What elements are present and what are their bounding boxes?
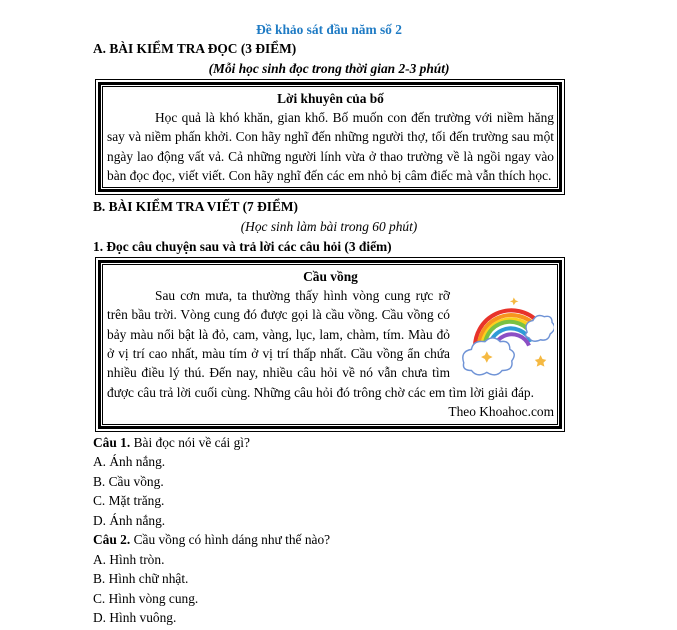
- question-1-option-d[interactable]: D. Ánh nắng.: [93, 512, 166, 528]
- reading-box-title: Lời khuyên của bố: [277, 91, 384, 106]
- section-b-note: (Học sinh làm bài trong 60 phút): [240, 219, 418, 235]
- section-a-note: (Mỗi học sinh đọc trong thời gian 2-3 phút): [208, 61, 450, 76]
- question-1-text: Bài đọc nói về cái gì?: [130, 434, 250, 450]
- question-1-option-a[interactable]: A. Ánh nắng.: [93, 454, 166, 470]
- question-1-option-c[interactable]: C. Mặt trăng.: [93, 493, 165, 509]
- question-2-option-b[interactable]: B. Hình chữ nhật.: [93, 571, 189, 587]
- question-1: [93, 433, 565, 531]
- question-2-text: Cầu vồng có hình dáng như thế nào?: [130, 532, 331, 548]
- story-box: [95, 257, 565, 432]
- story-source: Theo Khoahoc.com: [448, 403, 554, 419]
- section-a-heading: A. BÀI KIỂM TRA ĐỌC (3 ĐIỂM): [93, 41, 297, 56]
- document-title: Đề khảo sát đầu năm số 2: [256, 22, 402, 37]
- reading-box: [95, 79, 565, 195]
- question-1-prompt: [93, 433, 565, 453]
- question-2-label: Câu 2.: [93, 532, 131, 548]
- document-page: [93, 20, 565, 628]
- question-2: [93, 530, 565, 628]
- question-2-option-c[interactable]: C. Hình vòng cung.: [93, 590, 199, 606]
- question-2-option-d[interactable]: D. Hình vuông.: [93, 610, 177, 626]
- story-body: Sau cơn mưa, ta thường thấy hình vòng cung rực rỡ trên bầu trời. Vòng cung đó được gọi là cầu vồng. Cầu vồng có bảy màu nổi bật là đỏ, cam, vàng, lục, lam, chàm, tím. Màu đỏ ở vị trí cao nhất, màu tím ở vị trí thấp nhất. Cầu vồng ẩn chứa nhiều điều lý thú. Đến nay, nhiều câu hỏi về nó vẫn chưa tìm được câu trả lời cuối cùng. Những câu hỏi đó trông chờ các em tìm lời giải đáp.: [107, 288, 534, 400]
- question-2-prompt: [93, 530, 565, 550]
- question-1-option-b[interactable]: B. Cầu vồng.: [93, 473, 164, 489]
- reading-box-text: [107, 108, 554, 185]
- story-title: Cầu vồng: [303, 269, 358, 285]
- question-1-label: Câu 1.: [93, 434, 131, 450]
- rainbow-cloud-icon: [458, 286, 554, 382]
- question-2-option-a[interactable]: A. Hình tròn.: [93, 551, 165, 567]
- reading-box-body: Học quả là khó khăn, gian khổ. Bố muốn con đến trường với niềm hăng say và niềm phấn khởi. Con hãy nghĩ đến những người thợ, tối đến trường sau một ngày lao động vất vả. Cả những người lính vừa ở thao trường về là ngồi ngay vào bàn đọc đọc, viết viết. Con hãy nghĩ đến các em nhỏ bị câm điếc mà vẫn thích học.: [107, 110, 554, 183]
- task-heading: 1. Đọc câu chuyện sau và trả lời các câu hỏi (3 điểm): [93, 239, 392, 255]
- section-b-heading: B. BÀI KIỂM TRA VIẾT (7 ĐIỂM): [93, 199, 298, 215]
